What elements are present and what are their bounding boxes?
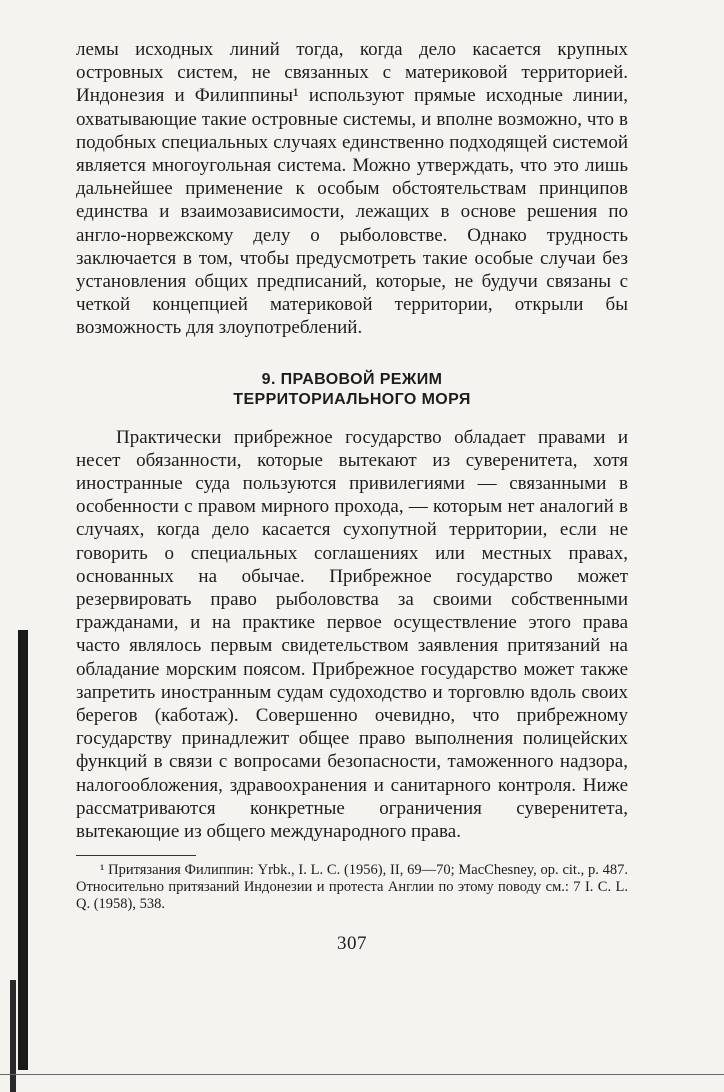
main-paragraph-text: Практически прибрежное государство обладает правами и несет обязанности, которые вытекают из суверенитета, хотя иностранные суда пользуются привилегиями — связанными в особенности с правом мирного прохода, — которым нет аналогий в случаях, когда дело касается сухопутной территории, если не говорить о специальных соглашениях или местных правах, основанных на обычае. Прибрежное государство может резервировать право рыболовства за своими собственными гражданами, и на практике первое осуществление этого права часто являлось первым свидетельством заявления притязаний на обладание морским поясом. Прибрежное государство может также запретить иностранным судам судоходство и торговлю вдоль своих берегов (каботаж). Совершенно очевидно, что прибрежному государству принадлежит общее право выполнения полицейских функций в связи с вопросами безопасности, таможенного надзора, налогообложения, здравоохранения и санитарного контроля. Ниже рассматриваются конкретные ограничения суверенитета, вытекающие из общего международного права. — [76, 426, 628, 843]
section-heading-line2: ТЕРРИТОРИАЛЬНОГО МОРЯ — [233, 390, 471, 408]
top-paragraph-text: лемы исходных линий тогда, когда дело касается крупных островных систем, не связанных с материковой территорией. Индонезия и Филиппины¹ используют прямые исходные линии, охватывающие такие островные системы, и вполне возможно, что в подобных специальных случаях единственно подходящей системой является многоугольная система. Можно утверждать, что это лишь дальнейшее применение к особым обстоятельствам принципов единства и взаимозависимости, лежащих в основе решения по англо-норвежскому делу о рыболовстве. Однако трудность заключается в том, чтобы предусмотреть такие особые случаи без установления общих предписаний, которые, не будучи связаны с четкой концепцией материковой территории, открыли бы возможность для злоупотреблений. — [76, 39, 628, 339]
section-heading-line1: 9. ПРАВОВОЙ РЕЖИМ — [261, 370, 443, 388]
page-number: 307 — [337, 933, 367, 955]
footnote: ¹ Притязания Филиппин: Yrbk., I. L. C. (1956), II, 69—70; MacChesney, op. cit., p. 487. Относительно притязаний Индонезии и протеста Англии по этому поводу см.: 7 I. C. L. Q. (1958), 538. — [76, 862, 628, 913]
book-page — [76, 38, 628, 955]
scan-bottom-edge — [0, 1074, 724, 1075]
top-paragraph — [76, 38, 628, 340]
section-heading — [76, 370, 628, 410]
main-paragraph — [76, 426, 628, 844]
footnote-rule — [76, 855, 196, 856]
scan-edge-shadow — [18, 630, 28, 1070]
scan-edge-shadow-lower — [10, 980, 16, 1092]
